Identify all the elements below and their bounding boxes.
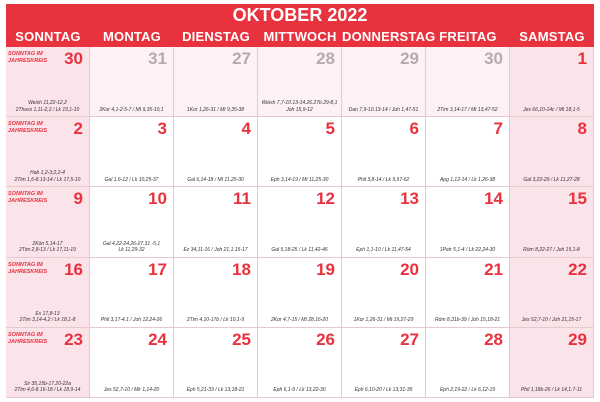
day-readings: Eph 6,1-9 / Lk 13,22-30: [273, 387, 326, 394]
day-cell[interactable]: [426, 187, 510, 257]
day-cell[interactable]: [342, 117, 426, 187]
day-number: 11: [233, 189, 251, 209]
day-readings: Weish 11,22-12,2 2Thess 1,11-2,2 / Lk 19,1-10: [15, 100, 80, 113]
day-readings: 2Tim 4,10-17b / Lk 10,1-9: [186, 317, 245, 324]
day-cell[interactable]: [174, 258, 258, 328]
day-readings: Jes 52,7-10 / Joh 21,15-17: [521, 317, 582, 324]
day-readings: Phil 3,8-14 / Lk 9,57-62: [357, 176, 410, 183]
feast-label: SONNTAG IM JAHRESKREIS: [8, 121, 48, 135]
day-number: 29: [400, 49, 419, 68]
day-cell[interactable]: [258, 187, 342, 257]
day-cell[interactable]: [174, 47, 258, 117]
day-readings: Eph 5,21-33 / Lk 13,18-21: [186, 387, 245, 394]
day-number: 30: [64, 49, 83, 68]
day-number: 30: [484, 49, 503, 68]
day-cell[interactable]: [426, 328, 510, 398]
day-cell[interactable]: [342, 258, 426, 328]
day-cell[interactable]: [90, 117, 174, 187]
day-number: 7: [493, 119, 503, 139]
calendar-title: OKTOBER 2022: [6, 4, 594, 27]
day-cell[interactable]: [90, 187, 174, 257]
day-number: 1: [577, 49, 587, 68]
day-readings: Ez 34,11-16 / Joh 21,1.15-17: [183, 247, 248, 254]
day-readings: Gal 5,18-25 / Lk 11,42-46: [271, 247, 328, 254]
day-readings: Gal 1,6-12 / Lk 10,25-37: [104, 176, 159, 183]
day-cell[interactable]: [258, 47, 342, 117]
day-number: 2: [73, 119, 83, 139]
day-cell[interactable]: [342, 328, 426, 398]
weekday-mittwoch: MITTWOCH: [263, 29, 337, 44]
day-readings: Weish 7,7-10.13-14.26.27b.29-8,1 Joh 15,9-12: [261, 100, 338, 113]
day-number: 9: [73, 189, 83, 209]
weekday-freitag: FREITAG: [439, 29, 497, 44]
day-readings: 1Petr 5,1-4 / Lk 22,24-30: [439, 247, 496, 254]
day-cell[interactable]: [510, 187, 594, 257]
day-readings: Gal 4,22-24.26-27.31 -5,1 Lk 11,29-32: [102, 240, 161, 254]
day-number: 3: [157, 119, 167, 139]
feast-label: SONNTAG IM JAHRESKREIS: [8, 191, 48, 205]
day-readings: Röm 8,22-27 / Joh 15,1-8: [523, 247, 580, 254]
day-readings: 2Tim 3,14-17 / Mt 13,47-52: [437, 106, 498, 113]
day-number: 31: [148, 49, 167, 68]
feast-label: SONNTAG IM JAHRESKREIS: [8, 331, 48, 345]
day-readings: Eph 6,10-20 / Lk 13,31-35: [354, 387, 413, 394]
day-number: 25: [232, 329, 251, 349]
day-number: 5: [325, 119, 335, 139]
day-number: 27: [232, 49, 251, 68]
day-number: 26: [316, 329, 335, 349]
day-readings: Gal 6,14-18 / Mt 11,25-30: [187, 176, 244, 183]
day-cell[interactable]: [426, 117, 510, 187]
day-cell[interactable]: [258, 258, 342, 328]
day-readings: Dan 7,9-10.13-14 / Joh 1,47-51: [348, 106, 419, 113]
day-number: 28: [316, 49, 335, 68]
day-number: 10: [148, 189, 167, 209]
day-cell[interactable]: [6, 258, 90, 328]
day-number: 28: [484, 329, 503, 349]
day-number: 29: [568, 329, 587, 349]
day-cell[interactable]: [6, 47, 90, 117]
day-readings: 1Kor 1,26-31 / Mt 9,35-38: [187, 106, 244, 113]
day-cell[interactable]: [174, 328, 258, 398]
day-cell[interactable]: [90, 258, 174, 328]
weekday-samstag: SAMSTAG: [519, 29, 585, 44]
day-number: 13: [400, 189, 419, 209]
day-readings: 2Kön 5,14-17 2Tim 2,8-13 / Lk 17,11-19: [19, 240, 76, 254]
day-number: 19: [316, 259, 335, 279]
day-readings: Sir 35,15b-17.20-22a 2Tim 4,6-8.16-18 / Lk 18,9-14: [14, 380, 81, 394]
day-readings: Apg 1,12-14 / Lk 1,26-38: [439, 176, 496, 183]
day-cell[interactable]: [6, 187, 90, 257]
day-number: 27: [400, 329, 419, 349]
day-readings: Phil 3,17-4,1 / Joh 12,24-26: [100, 317, 163, 324]
day-readings: Jes 52,7-10 / Mk 1,14-20: [103, 387, 160, 394]
day-number: 24: [148, 329, 167, 349]
day-number: 22: [568, 259, 587, 279]
day-cell[interactable]: [510, 258, 594, 328]
day-readings: 2Kor 4,7-15 / Mt 28,16-20: [271, 317, 328, 324]
day-number: 20: [400, 259, 419, 279]
calendar: [6, 4, 594, 398]
day-cell[interactable]: [6, 117, 90, 187]
weekday-sonntag: SONNTAG: [15, 29, 81, 44]
day-readings: Ex 17,8-13 2Tim 3,14-4,2 / Lk 18,1-8: [19, 310, 76, 324]
feast-label: SONNTAG IM JAHRESKREIS: [8, 261, 48, 275]
day-number: 12: [316, 189, 335, 209]
day-cell[interactable]: [174, 187, 258, 257]
day-cell[interactable]: [426, 258, 510, 328]
day-number: 6: [409, 119, 419, 139]
day-cell[interactable]: [510, 328, 594, 398]
day-number: 15: [568, 189, 587, 209]
day-readings: Eph 2,19-22 / Lk 6,12-19: [439, 387, 496, 394]
day-number: 14: [484, 189, 503, 209]
day-readings: Röm 8,31b-39 / Joh 15,18-21: [434, 317, 501, 324]
day-cell[interactable]: [174, 117, 258, 187]
day-cell[interactable]: [342, 187, 426, 257]
day-cell[interactable]: [90, 47, 174, 117]
weekday-montag: MONTAG: [102, 29, 161, 44]
calendar-grid: [6, 47, 594, 398]
day-readings: Eph 1,1-10 / Lk 11,47-54: [356, 247, 411, 254]
day-cell[interactable]: [90, 328, 174, 398]
weekday-dienstag: DIENSTAG: [182, 29, 250, 44]
day-number: 4: [241, 119, 251, 139]
day-number: 16: [64, 259, 83, 279]
day-cell[interactable]: [342, 47, 426, 117]
day-cell[interactable]: [510, 117, 594, 187]
day-readings: Eph 3,14-19 / Mt 11,25-30: [270, 176, 329, 183]
day-number: 8: [577, 119, 587, 139]
weekday-header: [6, 27, 594, 47]
day-readings: Jes 66,10-14c / Mt 18,1-5: [523, 106, 580, 113]
day-readings: Phil 1,18b-26 / Lk 14,1.7-11: [520, 387, 583, 394]
day-number: 23: [64, 329, 83, 349]
day-cell[interactable]: [426, 47, 510, 117]
day-cell[interactable]: [258, 117, 342, 187]
day-cell[interactable]: [510, 47, 594, 117]
day-readings: 2Kor 4,1-2.5-7 / Mt 9,35-10,1: [99, 106, 164, 113]
weekday-donnerstag: DONNERSTAG: [342, 29, 436, 44]
feast-label: SONNTAG IM JAHRESKREIS: [8, 51, 48, 64]
day-cell[interactable]: [6, 328, 90, 398]
day-readings: 1Kor 1,26-31 / Mt 19,27-29: [353, 317, 414, 324]
day-cell[interactable]: [258, 328, 342, 398]
day-readings: Hab 1,2-3;2,2-4 2Tim 1,6-8.13-14 / Lk 17,5-10: [14, 170, 81, 183]
day-number: 18: [232, 259, 251, 279]
day-number: 21: [484, 259, 503, 279]
day-number: 17: [148, 259, 167, 279]
day-readings: Gal 3,22-29 / Lk 11,27-28: [523, 176, 580, 183]
